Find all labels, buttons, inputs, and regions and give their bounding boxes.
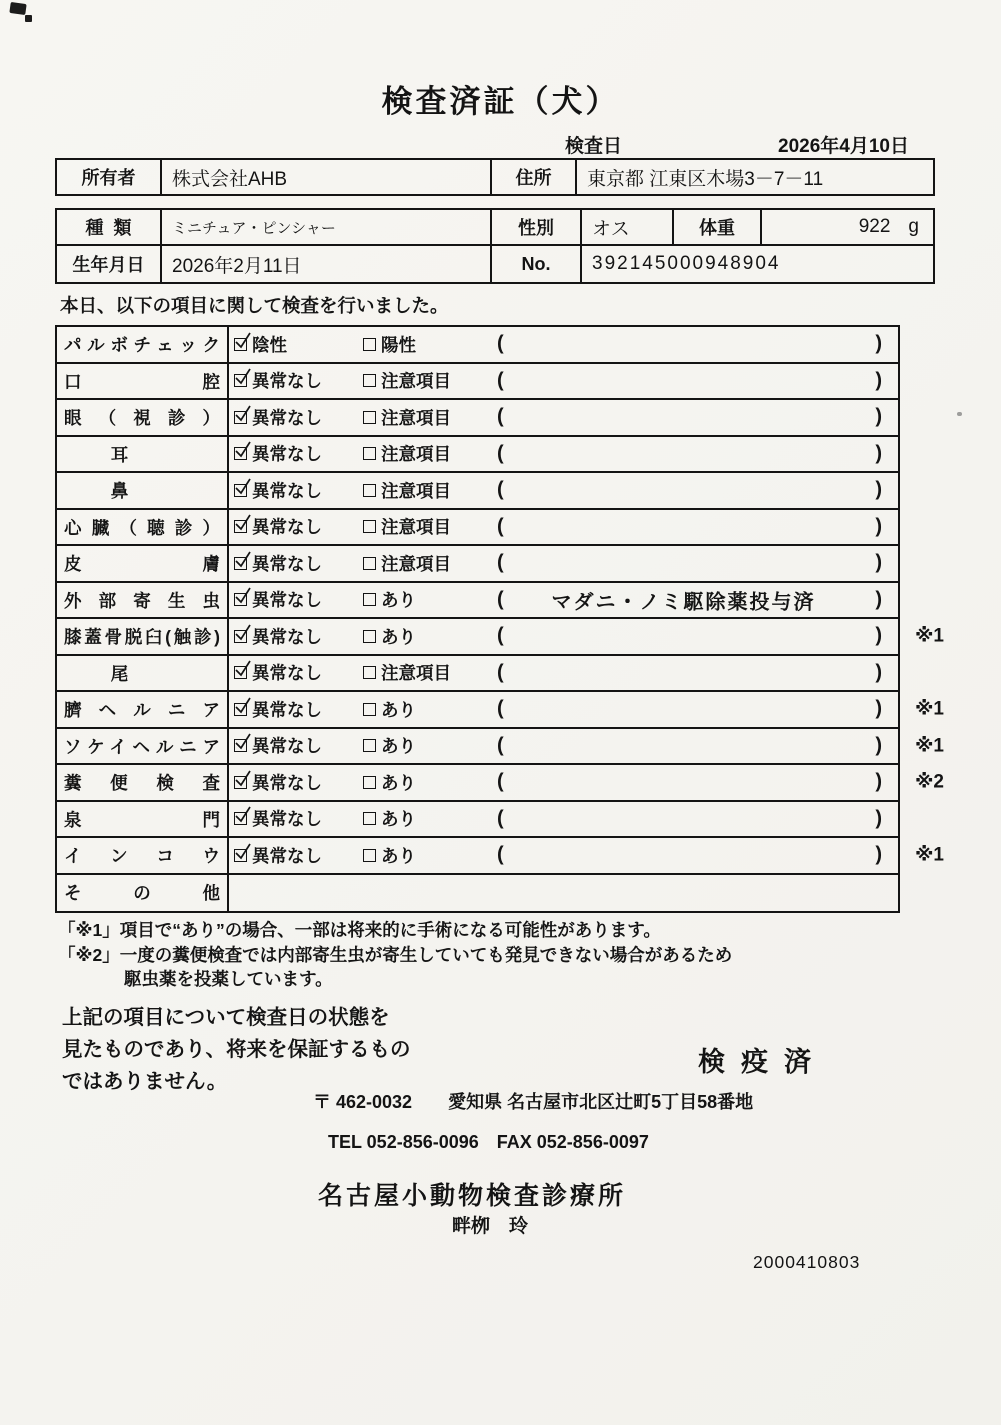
disclaimer <box>62 1002 411 1098</box>
address-label: 住所 <box>492 160 577 194</box>
checklist-item-content <box>229 583 898 618</box>
checklist-item-content <box>229 619 898 654</box>
checklist-item-label: 泉門 <box>57 802 229 837</box>
checkbox-checked-icon <box>234 630 247 643</box>
clinic-tel-fax: TEL 052-856-0096 FAX 052-856-0097 <box>328 1132 649 1152</box>
option-unchecked <box>363 619 416 654</box>
option-label: 異常なし <box>252 371 322 392</box>
checklist-item-label: パルボチェック <box>57 327 229 362</box>
checklist-row <box>57 437 898 474</box>
footnote-ref: ※2 <box>914 771 944 793</box>
paren-close: ) <box>875 697 882 720</box>
paren-close: ) <box>875 369 882 392</box>
option-checked <box>234 364 322 399</box>
option-label: 注意項目 <box>381 517 451 538</box>
checklist-item-content <box>229 802 898 837</box>
checklist-item-content <box>229 656 898 691</box>
option-label: あり <box>381 845 416 866</box>
checklist-item-content <box>229 692 898 727</box>
page-title: 検査済証（犬） <box>381 84 620 119</box>
paren-close: ) <box>875 515 882 538</box>
paren-close: ) <box>875 807 882 830</box>
option-checked <box>234 327 287 362</box>
checklist-item-label: ソケイヘルニア <box>57 729 229 764</box>
option-label: 異常なし <box>252 626 322 647</box>
option-unchecked <box>363 510 451 545</box>
no-label: No. <box>492 246 582 282</box>
checkbox-unchecked-icon <box>363 593 376 606</box>
option-label: 異常なし <box>252 809 322 830</box>
option-label: 注意項目 <box>381 444 451 465</box>
option-label: 異常なし <box>252 699 322 720</box>
checklist-row <box>57 838 944 875</box>
option-unchecked <box>363 327 416 362</box>
option-unchecked <box>363 802 416 837</box>
checkbox-checked-icon <box>234 447 247 460</box>
paren-close: ) <box>875 661 882 684</box>
intro-text: 本日、以下の項目に関して検査を行いました。 <box>60 295 449 316</box>
birthdate-value: 2026年2月11日 <box>162 246 492 282</box>
inspection-checklist-table <box>55 325 944 913</box>
option-label: あり <box>381 626 416 647</box>
paren-open: ( <box>497 332 504 355</box>
paren-open: ( <box>497 551 504 574</box>
checkbox-unchecked-icon <box>363 703 376 716</box>
footnote-2-continued: 駆虫薬を投薬しています。 <box>124 969 333 989</box>
checklist-item-label: 皮膚 <box>57 546 229 581</box>
checklist-item-content <box>229 729 898 764</box>
option-unchecked <box>363 583 416 618</box>
checkbox-unchecked-icon <box>363 484 376 497</box>
disclaimer-line-3: ではありません。 <box>62 1070 228 1093</box>
paren-open: ( <box>497 770 504 793</box>
checklist-item-content <box>229 327 898 362</box>
checklist-row <box>57 327 898 364</box>
checklist-row <box>57 765 944 802</box>
option-label: 異常なし <box>252 736 322 757</box>
checklist-row <box>57 583 898 620</box>
checkbox-checked-icon <box>234 411 247 424</box>
option-checked <box>234 473 322 508</box>
footnote-ref: ※1 <box>914 735 944 757</box>
checklist-item-content <box>229 510 898 545</box>
checkbox-checked-icon <box>234 776 247 789</box>
weight-number: 922 <box>858 216 891 237</box>
footnote-2: 「※2」一度の糞便検査では内部寄生虫が寄生していても発見できない場合があるため <box>58 945 733 965</box>
sex-label: 性別 <box>492 210 582 244</box>
checklist-item-content <box>229 400 898 435</box>
quarantine-stamp: 検疫済 <box>698 1047 827 1077</box>
option-label: 注意項目 <box>381 663 451 684</box>
option-label: 注意項目 <box>381 553 451 574</box>
paren-open: ( <box>497 734 504 757</box>
option-unchecked <box>363 400 451 435</box>
owner-value: 株式会社AHB <box>162 160 492 194</box>
checkbox-unchecked-icon <box>363 411 376 424</box>
option-checked <box>234 765 322 800</box>
checkbox-unchecked-icon <box>363 338 376 351</box>
paren-open: ( <box>497 478 504 501</box>
checklist-item-content <box>229 765 898 800</box>
option-label: 異常なし <box>252 590 322 611</box>
checkbox-unchecked-icon <box>363 557 376 570</box>
paren-open: ( <box>497 843 504 866</box>
sex-value: オス <box>582 210 674 244</box>
paren-open: ( <box>497 697 504 720</box>
paren-close: ) <box>875 843 882 866</box>
option-checked <box>234 729 322 764</box>
option-label: 異常なし <box>252 444 322 465</box>
checkbox-checked-icon <box>234 557 247 570</box>
option-unchecked <box>363 765 416 800</box>
option-checked <box>234 692 322 727</box>
no-value: 392145000948904 <box>592 253 781 274</box>
option-label: 異常なし <box>252 407 322 428</box>
checklist-row <box>57 619 944 656</box>
exam-date-label: 検査日 <box>565 136 623 157</box>
checklist-row <box>57 400 898 437</box>
option-checked <box>234 583 322 618</box>
option-checked <box>234 656 322 691</box>
option-unchecked <box>363 729 416 764</box>
checklist-row <box>57 546 898 583</box>
checklist-item-label: 尾 <box>57 656 229 691</box>
paren-open: ( <box>497 515 504 538</box>
paren-close: ) <box>875 734 882 757</box>
checkbox-checked-icon <box>234 374 247 387</box>
checkbox-checked-icon <box>234 520 247 533</box>
option-label: 注意項目 <box>381 407 451 428</box>
checklist-item-label: 臍ヘルニア <box>57 692 229 727</box>
paren-open: ( <box>497 369 504 392</box>
footnote-1: 「※1」項目で“あり”の場合、一部は将来的に手術になる可能性があります。 <box>58 920 661 940</box>
scan-artifact <box>25 15 32 22</box>
option-label: 異常なし <box>252 553 322 574</box>
checklist-row <box>57 729 944 766</box>
checklist-item-content <box>229 838 898 873</box>
checklist-item-label: 糞便検査 <box>57 765 229 800</box>
option-label: 異常なし <box>252 480 322 501</box>
checklist-item-content <box>229 473 898 508</box>
checklist-item-label: 膝蓋骨脱臼(触診) <box>57 619 229 654</box>
checkbox-unchecked-icon <box>363 776 376 789</box>
option-label: あり <box>381 590 416 611</box>
disclaimer-line-1: 上記の項目について検査日の状態を <box>62 1006 390 1029</box>
checkbox-unchecked-icon <box>363 520 376 533</box>
weight-unit: g <box>908 216 919 237</box>
checkbox-checked-icon <box>234 849 247 862</box>
weight-label: 体重 <box>674 210 762 244</box>
option-checked <box>234 619 322 654</box>
paren-open: ( <box>497 442 504 465</box>
checklist-row <box>57 510 898 547</box>
paren-close: ) <box>875 442 882 465</box>
option-label: 陰性 <box>252 334 287 355</box>
footnote-ref: ※1 <box>914 625 944 647</box>
exam-date-value: 2026年4月10日 <box>778 136 909 157</box>
checklist-item-label: その他 <box>57 875 229 912</box>
option-unchecked <box>363 546 451 581</box>
scan-artifact <box>9 2 26 15</box>
option-label: あり <box>381 772 416 793</box>
option-label: 注意項目 <box>381 480 451 501</box>
option-checked <box>234 802 322 837</box>
option-label: 陽性 <box>381 334 416 355</box>
checkbox-checked-icon <box>234 703 247 716</box>
animal-info-table <box>55 208 935 284</box>
paren-close: ) <box>875 624 882 647</box>
option-unchecked <box>363 364 451 399</box>
checkbox-unchecked-icon <box>363 739 376 752</box>
paren-open: ( <box>497 588 504 611</box>
option-label: 異常なし <box>252 772 322 793</box>
option-unchecked <box>363 692 416 727</box>
option-label: 注意項目 <box>381 371 451 392</box>
clinic-name: 名古屋小動物検査診療所 <box>318 1182 627 1210</box>
option-label: 異常なし <box>252 517 322 538</box>
checklist-row <box>57 473 898 510</box>
option-label: あり <box>381 699 416 720</box>
paren-close: ) <box>875 478 882 501</box>
birthdate-label: 生年月日 <box>57 246 162 282</box>
paren-close: ) <box>875 770 882 793</box>
checklist-row <box>57 802 898 839</box>
option-checked <box>234 546 322 581</box>
checkbox-checked-icon <box>234 484 247 497</box>
document-number: 2000410803 <box>753 1252 861 1272</box>
checkbox-unchecked-icon <box>363 374 376 387</box>
paren-close: ) <box>875 551 882 574</box>
checklist-item-content <box>229 364 898 399</box>
checkbox-checked-icon <box>234 739 247 752</box>
checklist-item-label: インコウ <box>57 838 229 873</box>
checkbox-unchecked-icon <box>363 666 376 679</box>
checkbox-checked-icon <box>234 666 247 679</box>
owner-label: 所有者 <box>57 160 162 194</box>
checklist-row <box>57 656 898 693</box>
option-checked <box>234 437 322 472</box>
checklist-item-label: 眼（視診） <box>57 400 229 435</box>
owner-info-table <box>55 158 935 196</box>
option-unchecked <box>363 656 451 691</box>
option-checked <box>234 400 322 435</box>
checklist-note: マダニ・ノミ駆除薬投与済 <box>551 591 816 614</box>
paren-open: ( <box>497 405 504 428</box>
checkbox-unchecked-icon <box>363 812 376 825</box>
paren-close: ) <box>875 588 882 611</box>
checkbox-unchecked-icon <box>363 630 376 643</box>
footnote-ref: ※1 <box>914 698 944 720</box>
option-unchecked <box>363 473 451 508</box>
checklist-item-label: 鼻 <box>57 473 229 508</box>
option-unchecked <box>363 437 451 472</box>
checklist-item-label: 外部寄生虫 <box>57 583 229 618</box>
clinic-postal-address: 〒 462-0032 愛知県 名古屋市北区辻町5丁目58番地 <box>313 1092 754 1112</box>
checklist-row <box>57 875 898 912</box>
checklist-item-label: 心臓（聴診） <box>57 510 229 545</box>
breed-value: ミニチュア・ピンシャー <box>162 210 492 244</box>
breed-label: 種類 <box>57 210 162 244</box>
footnote-ref: ※1 <box>914 844 944 866</box>
checkbox-unchecked-icon <box>363 849 376 862</box>
address-value: 東京都 江東区木場3－7－11 <box>587 168 824 190</box>
paren-close: ) <box>875 405 882 428</box>
clinic-representative: 畔栁 玲 <box>452 1216 529 1237</box>
option-label: あり <box>381 809 416 830</box>
checklist-row <box>57 364 898 401</box>
option-checked <box>234 838 322 873</box>
checkbox-checked-icon <box>234 812 247 825</box>
option-label: 異常なし <box>252 663 322 684</box>
checklist-item-content <box>229 437 898 472</box>
checkbox-unchecked-icon <box>363 447 376 460</box>
checklist-item-content <box>229 546 898 581</box>
disclaimer-line-2: 見たものであり、将来を保証するもの <box>62 1038 411 1061</box>
paren-open: ( <box>497 661 504 684</box>
checklist-item-label: 口腔 <box>57 364 229 399</box>
checkbox-checked-icon <box>234 593 247 606</box>
paren-open: ( <box>497 624 504 647</box>
paren-open: ( <box>497 807 504 830</box>
option-checked <box>234 510 322 545</box>
checklist-item-label: 耳 <box>57 437 229 472</box>
scan-artifact <box>957 412 962 416</box>
option-unchecked <box>363 838 416 873</box>
option-label: 異常なし <box>252 845 322 866</box>
option-label: あり <box>381 736 416 757</box>
weight-value <box>762 210 933 244</box>
paren-close: ) <box>875 332 882 355</box>
checklist-row <box>57 692 944 729</box>
checkbox-checked-icon <box>234 338 247 351</box>
checklist-item-content <box>229 875 898 912</box>
